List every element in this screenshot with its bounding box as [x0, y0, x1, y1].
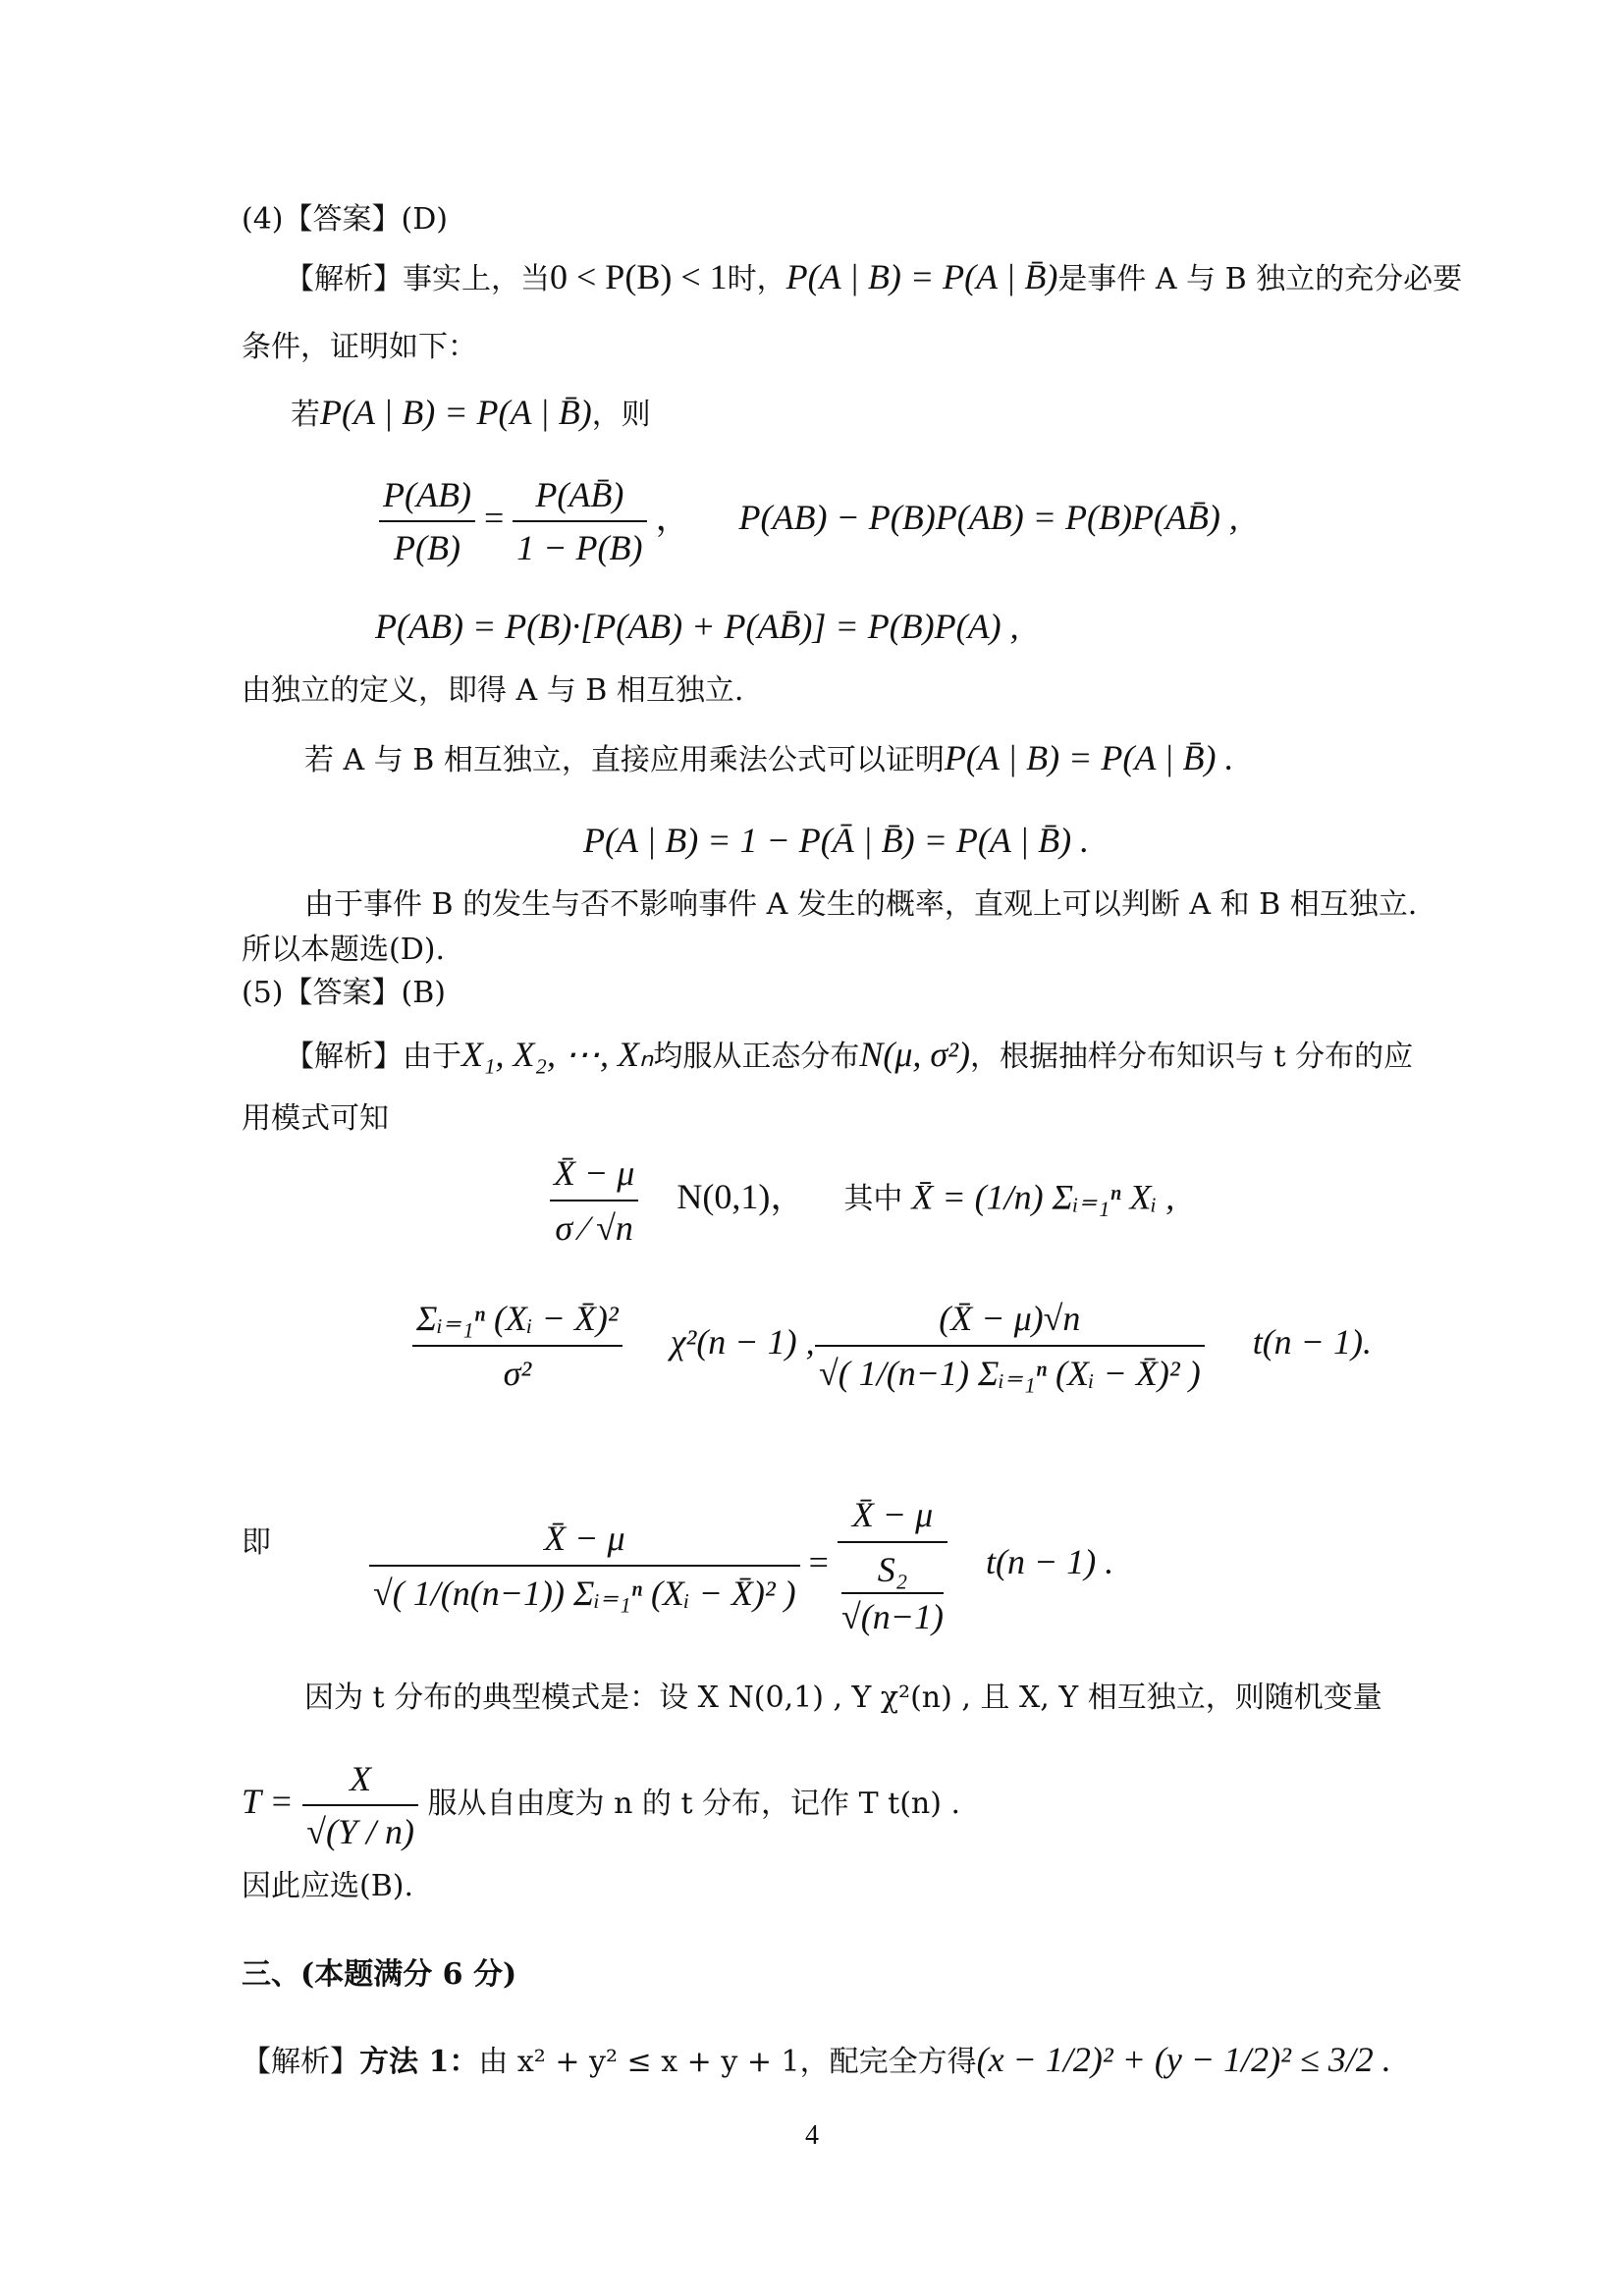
f4-dist: t(n − 1) . — [986, 1542, 1114, 1582]
analysis-5-vars: X₁, X₂, ⋯, Xₙ — [461, 1035, 654, 1074]
analysis-4-tail: 是事件 A 与 B 独立的充分必要 — [1057, 262, 1463, 296]
answer-4: (4)【答案】(D) — [242, 202, 448, 237]
method-eq: (x − 1/2)² + (y − 1/2)² ≤ 3/2 . — [976, 2040, 1391, 2079]
intuitive: 由于事件 B 的发生与否不影响事件 A 发生的概率，直观上可以判断 A 和 B 相互独立. — [304, 887, 1418, 922]
analysis-4-line1 — [285, 257, 1462, 299]
eq1-sep: ， — [655, 498, 691, 538]
T-num: X — [302, 1757, 418, 1806]
analysis-5-c: ，根据抽样分布知识与 t 分布的应 — [969, 1040, 1414, 1074]
eq1-den1: P(B) — [393, 528, 460, 567]
f2-num: Σᵢ₌₁ⁿ (Xᵢ − X̄)² — [412, 1296, 623, 1347]
if-indep-eq: P(A | B) = P(A | B̄) . — [944, 738, 1234, 777]
if-prefix: 若 — [291, 398, 320, 432]
f4-num2: X̄ − μ — [838, 1492, 947, 1543]
because-line: 因为 t 分布的典型模式是：设 X N(0,1) , Y χ²(n) , 且 X, Y 相互独立，则随机变量 — [304, 1681, 1382, 1715]
formula-2 — [412, 1296, 815, 1396]
method-bold: 方法 1： — [359, 2045, 479, 2079]
f4-frac1 — [369, 1516, 800, 1616]
eq2: P(AB) = P(B)·[P(AB) + P(AB̄)] = P(B)P(A) , — [375, 607, 1019, 646]
page-number: 4 — [805, 2120, 819, 2151]
formula-4 — [369, 1492, 1113, 1639]
analysis-5-line1 — [285, 1035, 1413, 1077]
T-frac — [302, 1757, 418, 1853]
T-left: T = — [242, 1782, 294, 1821]
if-indep-line — [304, 738, 1234, 780]
f1-frac — [550, 1150, 638, 1251]
analysis-4-eq: P(A | B) = P(A | B̄) — [785, 257, 1058, 296]
by-def: 由独立的定义，即得 A 与 B 相互独立. — [242, 673, 744, 708]
choose-4: 所以本题选(D). — [242, 933, 445, 967]
analysis-5-b: 均服从正态分布 — [653, 1040, 860, 1074]
f2-dist: χ²(n − 1) , — [670, 1322, 815, 1362]
f4-den2 — [838, 1543, 947, 1639]
analysis-4-cond: 0 < P(B) < 1 — [550, 257, 728, 296]
f1-dist: N(0,1)， — [677, 1177, 806, 1217]
analysis-4-line2: 条件，证明如下： — [242, 330, 477, 364]
f3-dist: t(n − 1). — [1252, 1322, 1372, 1362]
f1-def: X̄ = (1/n) Σᵢ₌₁ⁿ Xᵢ , — [911, 1177, 1175, 1217]
ji-label: 即 — [242, 1525, 271, 1560]
eq1-num1: P(AB) — [379, 473, 475, 522]
analysis-4-time: 时， — [727, 262, 786, 296]
f4-num: X̄ − μ — [369, 1516, 800, 1567]
section-3-heading: 三、(本题满分 6 分) — [242, 1957, 517, 1992]
eq1-right: P(AB) − P(B)P(AB) = P(B)P(AB̄) , — [738, 498, 1238, 538]
eq1-den2: 1 − P(B) — [516, 528, 643, 567]
f3-frac — [815, 1296, 1205, 1396]
analysis-5-a: 【解析】由于 — [285, 1040, 461, 1074]
if-eq: P(A | B) = P(A | B̄) — [320, 393, 592, 432]
method-label: 【解析】 — [242, 2045, 359, 2079]
if-line — [291, 393, 651, 435]
T-line — [242, 1757, 960, 1853]
if-suffix: ，则 — [591, 398, 651, 432]
f4-frac2 — [838, 1492, 947, 1639]
formula-1 — [550, 1150, 1174, 1251]
if-indep: 若 A 与 B 相互独立，直接应用乘法公式可以证明 — [304, 743, 945, 777]
choose-5: 因此应选(B). — [242, 1869, 413, 1903]
f3-den: √( 1/(n−1) Σᵢ₌₁ⁿ (Xᵢ − X̄)² ) — [819, 1354, 1201, 1393]
f4-den: √( 1/(n(n−1)) Σᵢ₌₁ⁿ (Xᵢ − X̄)² ) — [373, 1574, 796, 1613]
eq1: $\frac{P(AB)}{P(B)}$ = $\frac{P(AB̄)}{1 - P(B)}$ ， P(AB) − P(B)P(AB) = P(B)P(AB̄) , — [379, 473, 1238, 569]
f4-eq: = — [808, 1542, 829, 1582]
f4-den2-top: S₂ — [841, 1547, 944, 1594]
answer-5: (5)【答案】(B) — [242, 976, 446, 1010]
analysis-5-dist: N(μ, σ²) — [859, 1035, 970, 1074]
f1-num: X̄ − μ — [550, 1150, 638, 1201]
method-1-line — [242, 2040, 1391, 2082]
f2-den: σ² — [503, 1354, 532, 1393]
analysis-5-line2: 用模式可知 — [242, 1101, 389, 1136]
eq3: P(A | B) = 1 − P(Ā | B̄) = P(A | B̄) . — [583, 821, 1090, 860]
analysis-4-intro: 【解析】事实上，当 — [285, 262, 550, 296]
f3-num: (X̄ − μ)√n — [815, 1296, 1205, 1347]
eq1-frac2 — [513, 473, 646, 569]
T-text: 服从自由度为 n 的 t 分布，记作 T t(n) . — [427, 1787, 960, 1821]
f1-den: σ ⁄ √n — [555, 1208, 633, 1248]
eq1-frac1 — [379, 473, 475, 569]
T-den: √(Y / n) — [306, 1812, 414, 1851]
f1-where: 其中 — [843, 1182, 903, 1217]
f2-frac — [412, 1296, 623, 1396]
method-text: 由 x² + y² ≤ x + y + 1，配完全方得 — [478, 2045, 977, 2079]
f4-den2-bot: √(n−1) — [840, 1597, 945, 1636]
eq1-num2: P(AB̄) — [513, 473, 646, 522]
formula-3 — [815, 1296, 1372, 1396]
